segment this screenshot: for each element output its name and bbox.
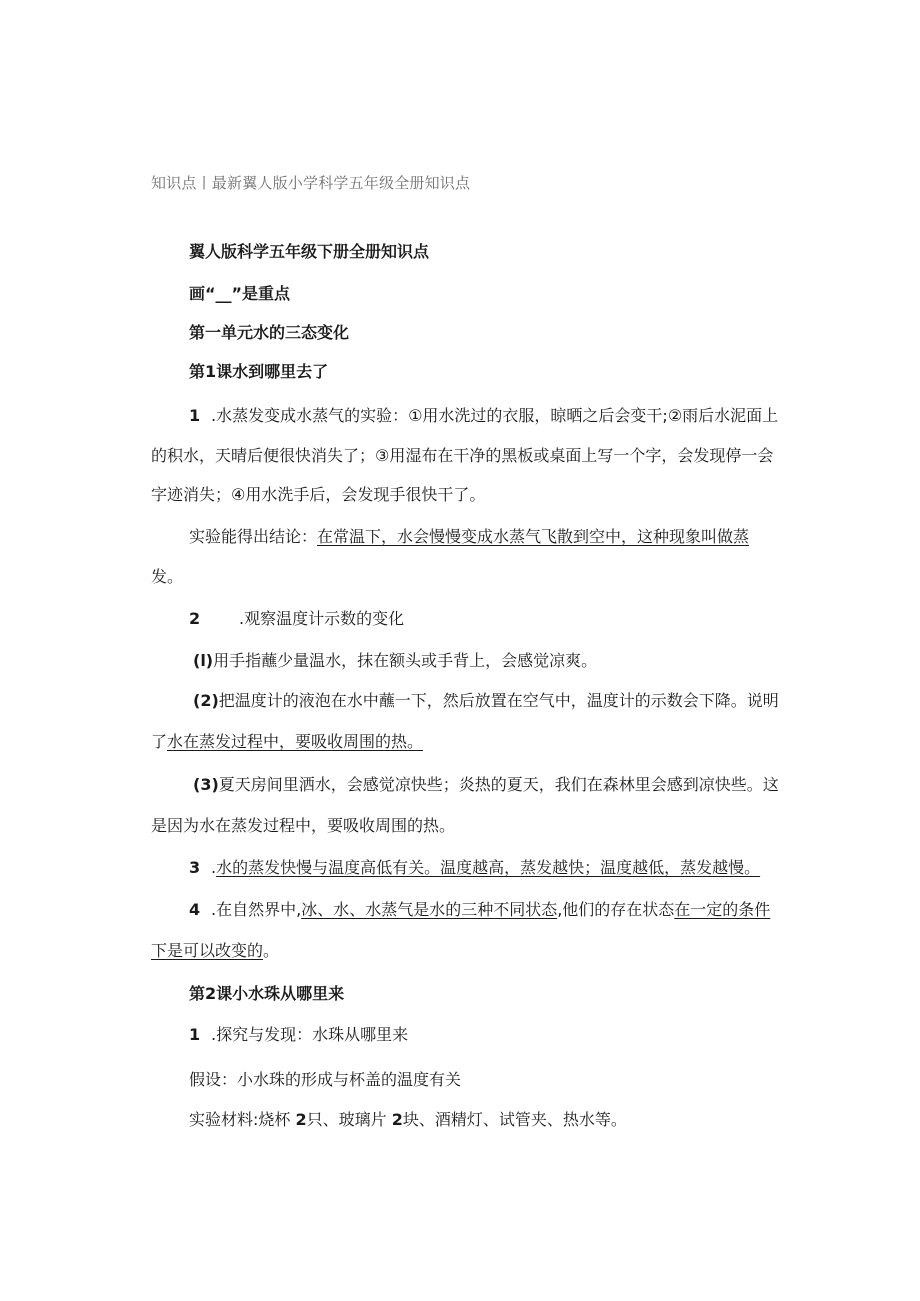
materials-text: 只、玻璃片 <box>306 1110 387 1129</box>
header-title: 知识点丨最新翼人版小学科学五年级全册知识点 <box>151 174 471 192</box>
materials-count: 2 <box>391 1110 403 1129</box>
key-point: 在一定的条件 <box>674 900 771 919</box>
paragraph-4-line-1 <box>189 899 770 921</box>
paragraph-4-line-2 <box>151 940 279 962</box>
paragraph-number: 1 <box>189 406 201 425</box>
lesson-heading: 第1课水到哪里去了 <box>189 362 329 381</box>
sub-item-number: (2) <box>193 691 219 710</box>
paragraph-text: .探究与发现：水珠从哪里来 <box>211 1025 409 1044</box>
key-point: 下是可以改变的 <box>151 941 264 960</box>
conclusion-line-1 <box>189 526 749 548</box>
paragraph-1-line-1 <box>189 405 778 427</box>
key-point: 冰、水、水蒸气是水的三种不同状态 <box>301 900 558 919</box>
key-point: 水在蒸发过程中，要吸收周围的热。 <box>167 732 424 751</box>
conclusion-key-point: 在常温下，水会慢慢变成水蒸气飞散到空中，这种现象叫做蒸 <box>317 527 750 546</box>
sub-item-text: 把温度计的液泡在水中蘸一下，然后放置在空气中，温度计的示数会下降。说明 <box>218 691 779 710</box>
lesson-2-item-1 <box>189 1024 408 1046</box>
conclusion-line-2: 发。 <box>151 567 184 586</box>
doc-title: 翼人版科学五年级下册全册知识点 <box>189 242 430 261</box>
lesson-heading: 第2课小水珠从哪里来 <box>189 984 345 1003</box>
paragraph-text: .水蒸发变成水蒸气的实验：①用水洗过的衣服，晾晒之后会变干;②雨后水泥面上 <box>211 406 779 425</box>
paragraph-3 <box>189 857 760 879</box>
materials <box>189 1109 627 1131</box>
sub-item-3-line-2: 是因为水在蒸发过程中，要吸收周围的热。 <box>151 816 456 835</box>
paragraph-text: . <box>211 858 217 877</box>
sub-item-2-line-1 <box>193 690 779 712</box>
unit-heading: 第一单元水的三态变化 <box>189 323 350 342</box>
sub-item-number: (l) <box>193 651 214 670</box>
materials-count: 2 <box>295 1110 307 1129</box>
paragraph-text: .在自然界中, <box>211 900 302 919</box>
paragraph-1-line-2: 的积水，天晴后便很快消失了；③用湿布在干净的黑板或桌面上写一个字，会发现停一会 <box>151 446 774 465</box>
paragraph-2 <box>189 608 404 630</box>
paragraph-text: .观察温度计示数的变化 <box>239 609 405 628</box>
paragraph-number: 4 <box>189 900 201 919</box>
paragraph-number: 2 <box>189 609 201 628</box>
paragraph-number: 3 <box>189 858 201 877</box>
sub-item-text: 用手指蘸少量温水，抹在额头或手背上，会感觉凉爽。 <box>213 651 598 670</box>
sub-item-1 <box>193 650 597 672</box>
paragraph-text: ,他们的存在状态 <box>557 900 675 919</box>
materials-text: 块、酒精灯、试管夹、热水等。 <box>402 1110 627 1129</box>
key-point: 水的蒸发快慢与温度高低有关。温度越高，蒸发越快；温度越低，蒸发越慢。 <box>216 858 761 877</box>
materials-text: 实验材料:烧杯 <box>189 1110 291 1129</box>
conclusion-label: 实验能得出结论： <box>189 527 318 546</box>
paragraph-text: 。 <box>263 941 280 960</box>
sub-item-2-line-2 <box>151 731 423 753</box>
sub-item-number: (3) <box>193 775 219 794</box>
underline-note: 画“__”是重点 <box>189 284 291 303</box>
sub-item-text: 夏天房间里洒水，会感觉凉快些；炎热的夏天，我们在森林里会感到凉快些。这 <box>218 775 779 794</box>
paragraph-1-line-3: 字迹消失；④用水洗手后，会发现手很快干了。 <box>151 485 486 504</box>
sub-item-text: 了 <box>151 732 168 751</box>
hypothesis: 假设：小水珠的形成与杯盖的温度有关 <box>189 1070 462 1089</box>
sub-item-3-line-1 <box>193 774 779 796</box>
paragraph-number: 1 <box>189 1025 201 1044</box>
